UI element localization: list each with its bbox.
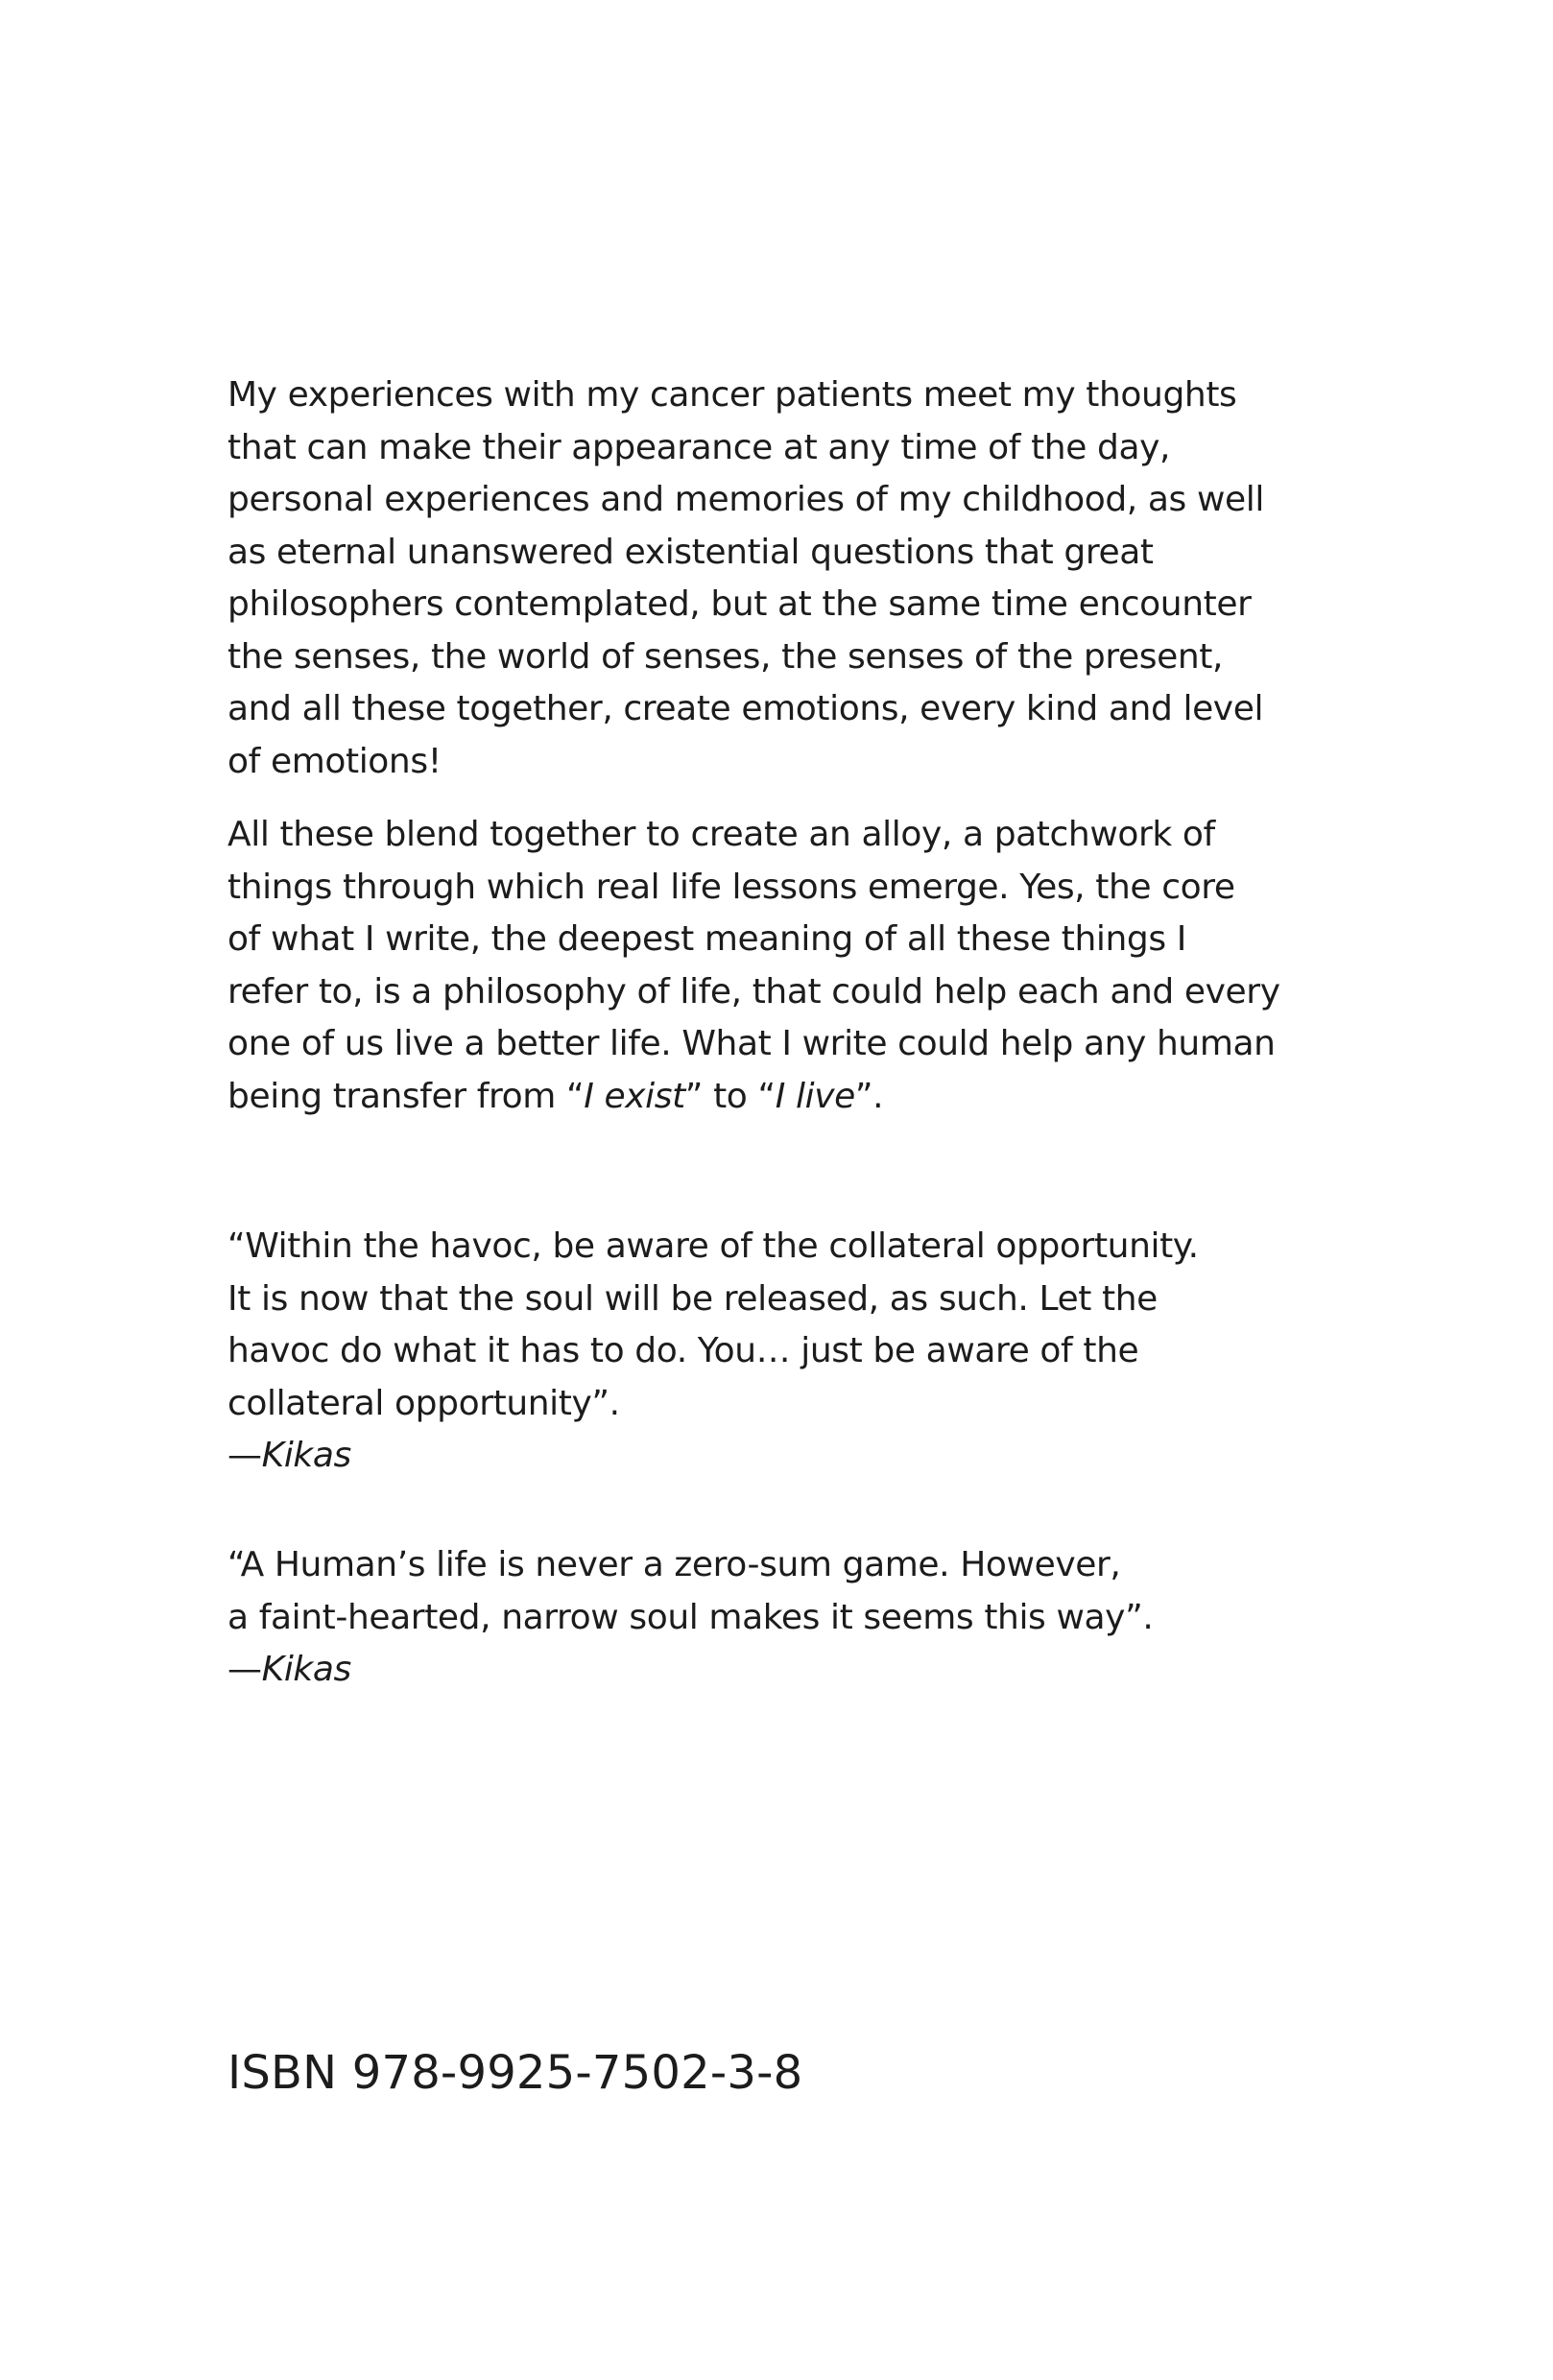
philosophy-paragraph: [227, 809, 1312, 1123]
quote-1-dash: —: [227, 1436, 262, 1475]
quote-2-text: “A Human’s life is never a zero-sum game. However, a faint-hearted, narrow soul makes it seems this way”.: [227, 1545, 1154, 1637]
intro-paragraph: [227, 369, 1312, 788]
quote-1-attribution: [227, 1430, 1312, 1483]
quote-1-text: “Within the havoc, be aware of the collateral opportunity. It is now that the soul will be released, as such. Let the havoc do what it has to do. You… just be aware of the collateral opportunity”.: [227, 1226, 1199, 1423]
isbn-number: ISBN 978-9925-7502-3-8: [227, 2046, 803, 2100]
philosophy-text-end: ”.: [854, 1076, 884, 1116]
quote-2-author: Kikas: [261, 1650, 351, 1689]
italic-phrase-i-live: I live: [775, 1076, 855, 1116]
quote-block-1: [227, 1221, 1312, 1483]
intro-paragraph-text: My experiences with my cancer patients meet my thoughts that can make their appearance at any time of the day, personal experiences and memories of my childhood, as well as eternal unanswered existential questions that great philosophers contemplated, but at the same time encounter the senses, the world of senses, the senses of the present, and all these together, create emotions, every kind and level of emotions!: [227, 375, 1264, 781]
philosophy-paragraph-text: [227, 809, 1312, 1123]
quote-2-attribution: [227, 1644, 1312, 1697]
philosophy-text-middle: ” to “: [684, 1076, 776, 1116]
quote-1-author: Kikas: [261, 1436, 351, 1475]
italic-phrase-i-exist: I exist: [584, 1076, 685, 1116]
quote-block-2: [227, 1539, 1312, 1697]
quote-2-dash: —: [227, 1650, 262, 1689]
philosophy-text-start: All these blend together to create an alloy, a patchwork of things through which real life lessons emerge. Yes, the core of what I write, the deepest meaning of all these things I refer to, is a philosophy of life, that could help each and every one of us live a better life. What I write could help any human being transfer from “: [227, 815, 1280, 1116]
